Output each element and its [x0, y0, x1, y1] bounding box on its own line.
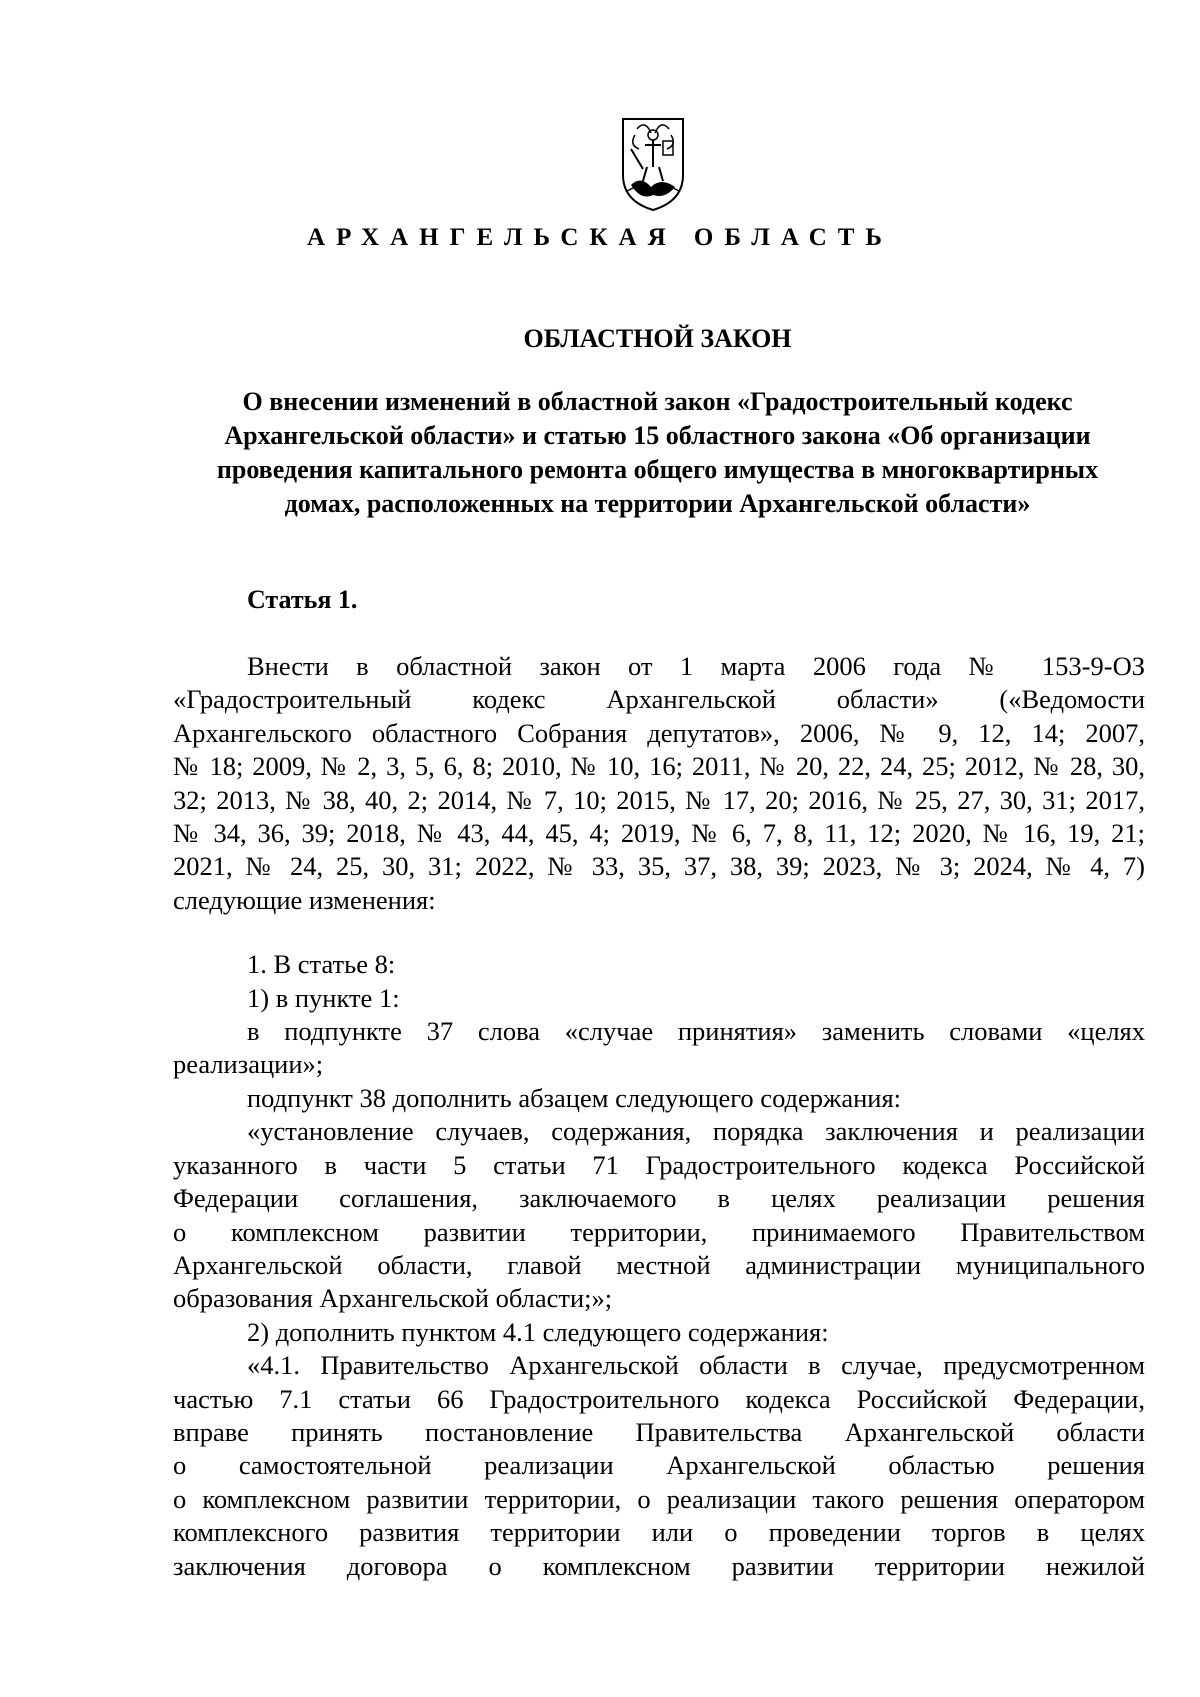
text-line: комплексного развития территории или о проведении торгов в целях	[173, 1517, 1145, 1548]
text-line: заключения договора о комплексном развитии территории нежилой	[173, 1550, 1145, 1581]
text-line: образования Архангельской области;»;	[173, 1283, 613, 1314]
text-line: Архангельской области, главой местной администрации муниципального	[173, 1249, 1145, 1280]
text-line: 2021, № 24, 25, 30, 31; 2022, № 33, 35, 37, 38, 39; 2023, № 3; 2024, № 4, 7)	[173, 851, 1145, 882]
text-line: Архангельского областного Собрания депутатов», 2006, № 9, 12, 14; 2007,	[173, 717, 1145, 748]
law-title-line: О внесении изменений в областной закон «Градостроительный кодекс	[242, 387, 1073, 416]
text-line: 32; 2013, № 38, 40, 2; 2014, № 7, 10; 2015, № 17, 20; 2016, № 25, 27, 30, 31; 2017,	[173, 784, 1145, 815]
law-title-line: проведения капитального ремонта общего имущества в многоквартирных	[216, 455, 1099, 484]
text-line: о комплексном развитии территории, о реализации такого решения оператором	[173, 1483, 1145, 1514]
coat-of-arms-icon	[617, 115, 689, 213]
text-line: Федерации соглашения, заключаемого в целях реализации решения	[173, 1183, 1145, 1214]
law-title	[170, 385, 1145, 521]
text-line: указанного в части 5 статьи 71 Градостроительного кодекса Российской	[173, 1149, 1145, 1180]
article-heading: Статья 1.	[247, 585, 358, 614]
text-line: № 18; 2009, № 2, 3, 5, 6, 8; 2010, № 10, 16; 2011, № 20, 22, 24, 25; 2012, № 28, 30,	[173, 751, 1145, 782]
text-line: о комплексном развитии территории, принимаемого Правительством	[173, 1216, 1145, 1247]
text-line: в подпункте 37 слова «случае принятия» заменить словами «целях	[247, 1016, 1145, 1047]
text-line: Внести в областной закон от 1 марта 2006 года № 153-9-ОЗ	[247, 651, 1145, 681]
text-line: реализации»;	[173, 1049, 324, 1080]
text-line: о самостоятельной реализации Архангельской областью решения	[173, 1450, 1145, 1481]
text-line: «Градостроительный кодекс Архангельской области» («Ведомости	[173, 684, 1145, 715]
text-line: вправе принять постановление Правительства Архангельской области	[173, 1416, 1145, 1447]
list-item: 1) в пункте 1:	[247, 982, 400, 1013]
text-line: частью 7.1 статьи 66 Градостроительного кодекса Российской Федерации,	[173, 1383, 1145, 1414]
list-item: 2) дополнить пунктом 4.1 следующего содержания:	[247, 1316, 829, 1347]
list-item: 1. В статье 8:	[247, 949, 396, 980]
text-line: № 34, 36, 39; 2018, № 43, 44, 45, 4; 2019, № 6, 7, 8, 11, 12; 2020, № 16, 19, 21;	[173, 818, 1145, 849]
law-title-line: Архангельской области» и статью 15 областного закона «Об организации	[224, 421, 1091, 450]
paragraph-gap	[173, 917, 1145, 948]
text-line: следующие изменения:	[173, 884, 436, 915]
region-name: АРХАНГЕЛЬСКАЯ ОБЛАСТЬ	[307, 224, 893, 251]
text-line: «установление случаев, содержания, порядка заключения и реализации	[247, 1116, 1145, 1147]
article-body	[173, 650, 1145, 1583]
law-title-line: домах, расположенных на территории Архангельской области»	[284, 489, 1031, 518]
text-line: подпункт 38 дополнить абзацем следующего содержания:	[247, 1082, 902, 1113]
document-type: ОБЛАСТНОЙ ЗАКОН	[523, 324, 792, 353]
text-line: «4.1. Правительство Архангельской области в случае, предусмотренном	[247, 1350, 1145, 1381]
